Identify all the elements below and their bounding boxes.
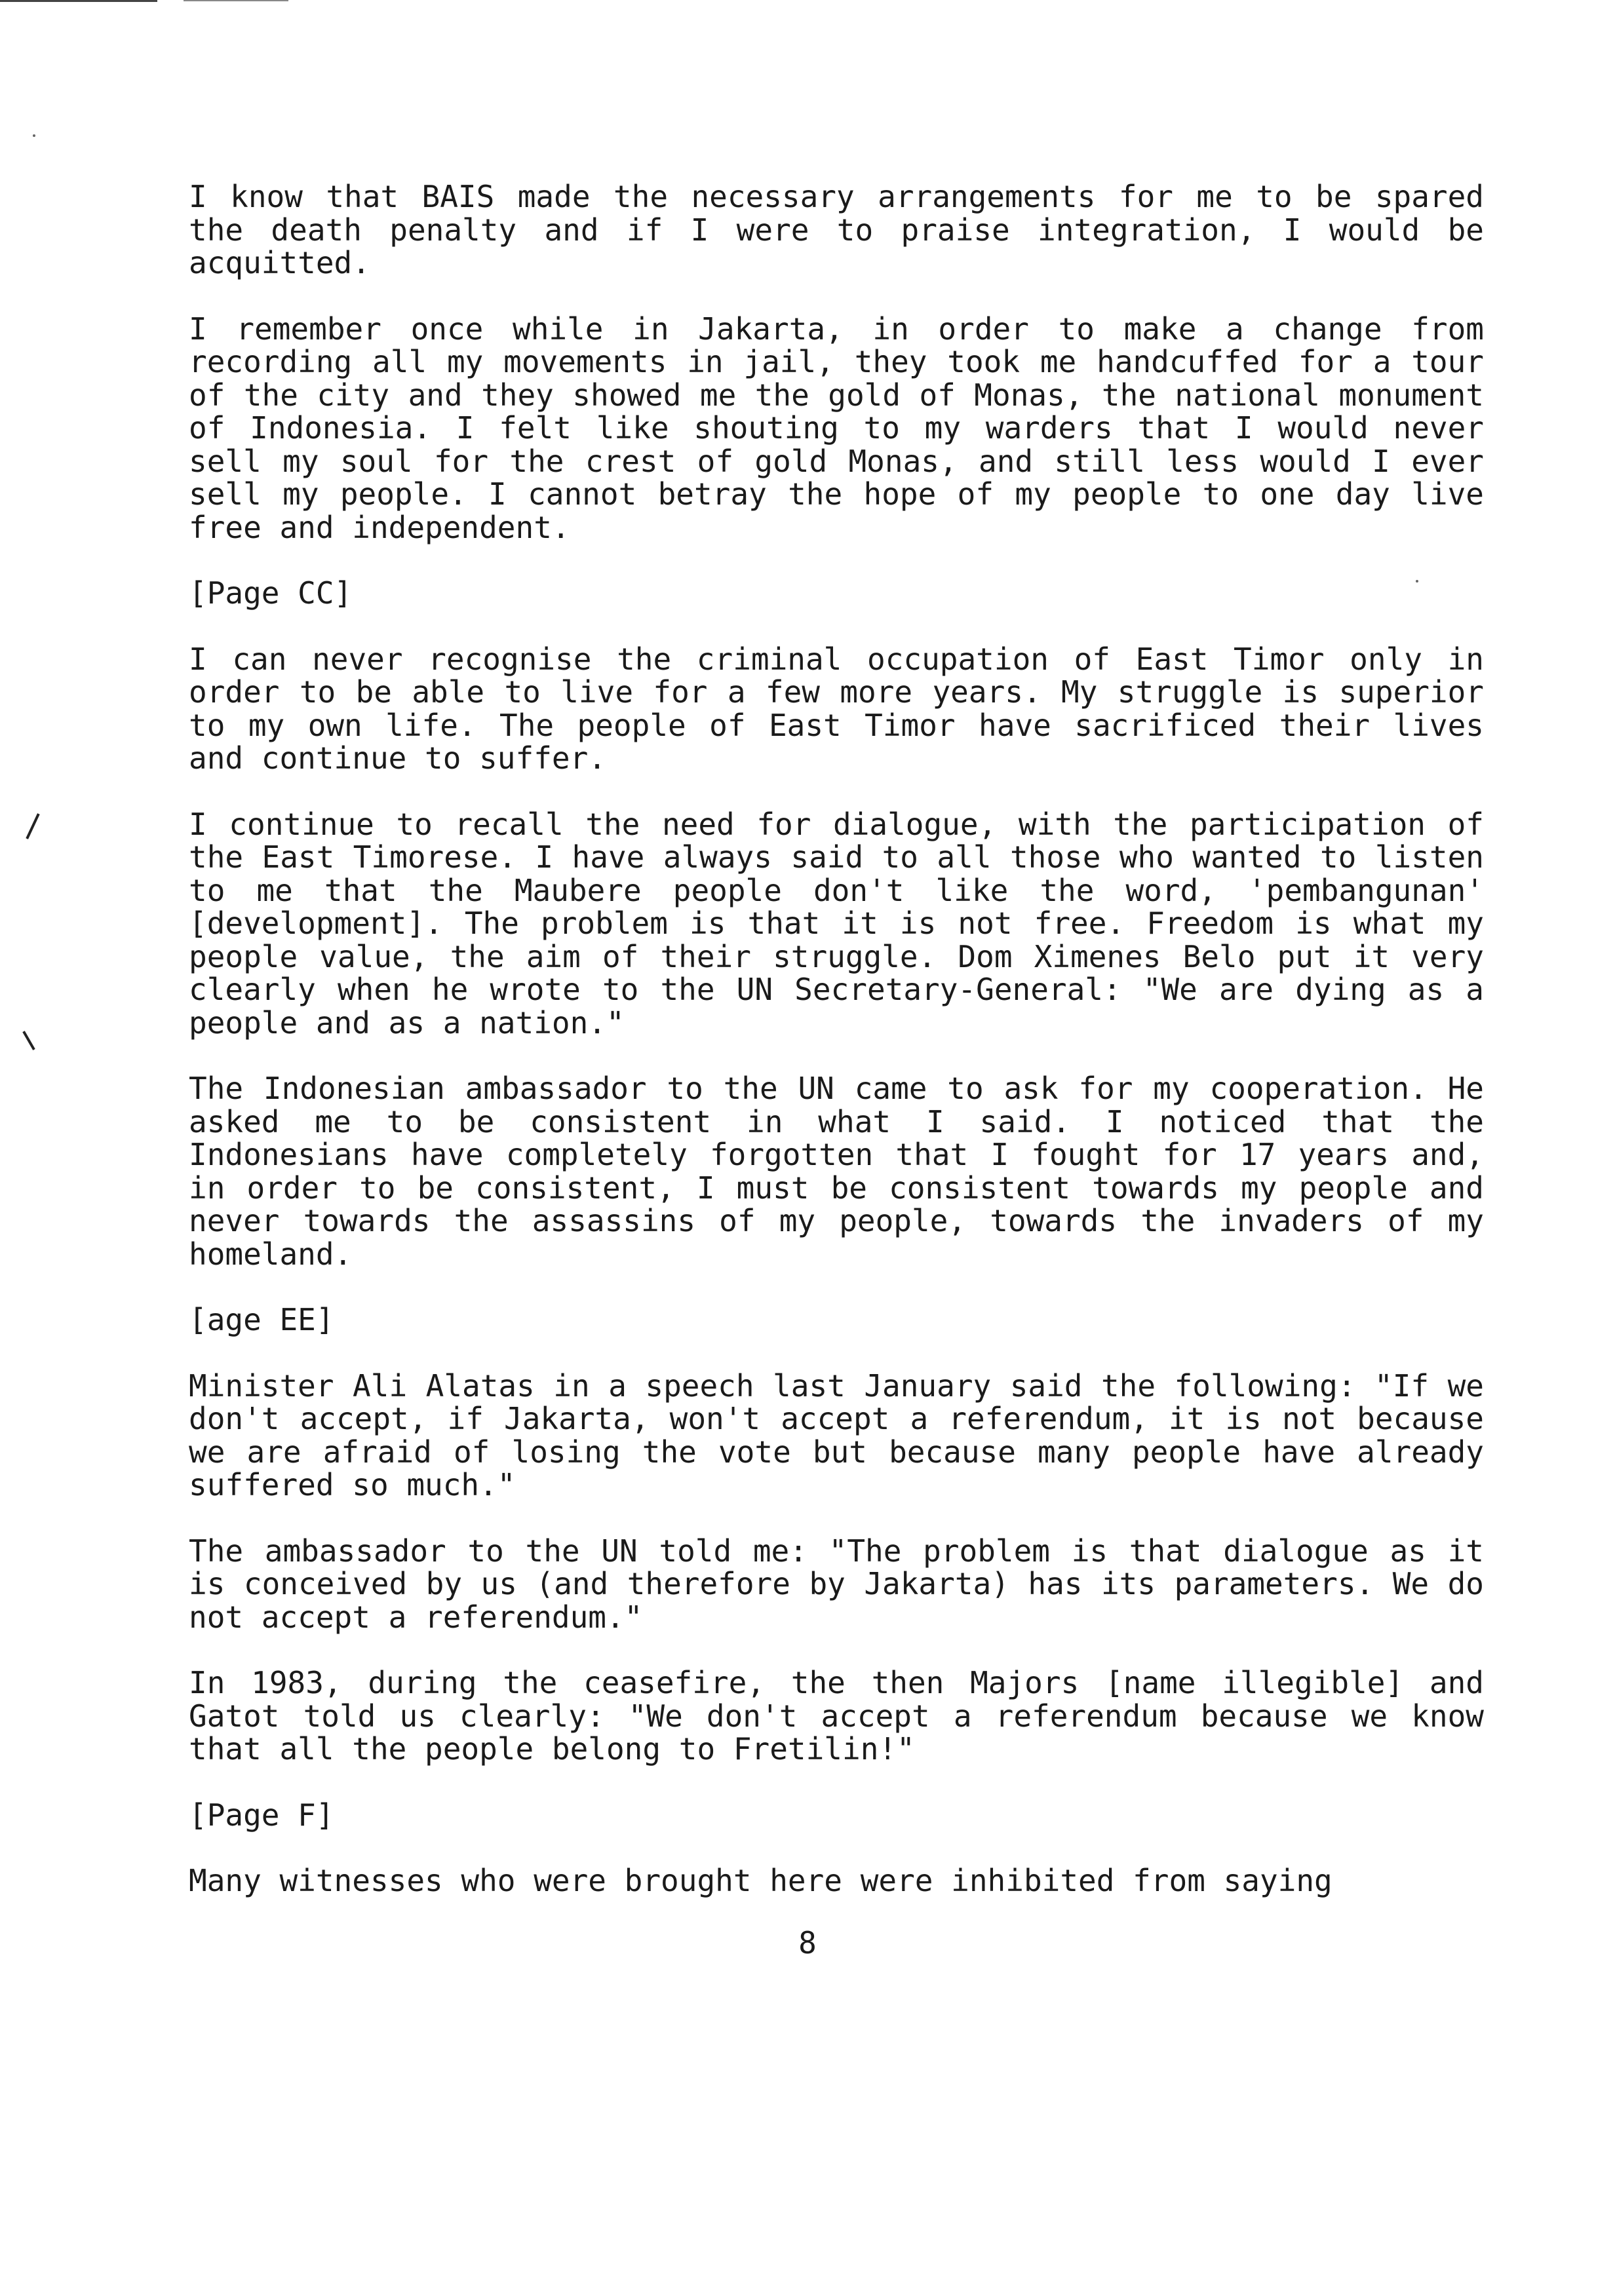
- page-marker: [Page F]: [189, 1797, 334, 1833]
- scan-edge-mark: [0, 0, 157, 2]
- paragraph: The Indonesian ambassador to the UN came to ask for my cooperation. He asked me to be consistent in what I said. I noticed that the Indonesians have completely forgotten that I fought for 17 years and, in order to be consistent, I must be consistent towards my people and never towards the assassins of my people, towards the invaders of my homeland.: [189, 1071, 1484, 1272]
- page-marker: [age EE]: [189, 1302, 334, 1337]
- document-body: [189, 180, 1484, 1930]
- scan-edge-mark: [184, 0, 288, 1]
- paragraph: In 1983, during the ceasefire, the then Majors [name illegible] and Gatot told us clearly: "We don't accept a referendum because we know that all the people belong to Fretilin!": [189, 1665, 1484, 1767]
- paragraph: Minister Ali Alatas in a speech last January said the following: "If we don't accept, if Jakarta, won't accept a referendum, it is not because we are afraid of losing the vote but because many people have already suffered so much.": [189, 1368, 1484, 1502]
- paragraph: I continue to recall the need for dialogue, with the participation of the East Timorese. I have always said to all those who wanted to listen to me that the Maubere people don't like the word, 'pembangunan' [development]. The problem is that it is not free. Freedom is what my people value, the aim of their struggle. Dom Ximenes Belo put it very clearly when he wrote to the UN Secretary-General: "We are dying as a people and as a nation.": [189, 806, 1484, 1041]
- paragraph: I can never recognise the criminal occupation of East Timor only in order to be able to live for a few more years. My struggle is superior to my own life. The people of East Timor have sacrificed their lives and continue to suffer.: [189, 641, 1484, 776]
- paragraph: The ambassador to the UN told me: "The problem is that dialogue as it is conceived by us (and therefore by Jakarta) has its parameters. We do not accept a referendum.": [189, 1533, 1484, 1635]
- paragraph: I remember once while in Jakarta, in order to make a change from recording all my movements in jail, they took me handcuffed for a tour of the city and they showed me the gold of Monas, the national monument of Indonesia. I felt like shouting to my warders that I would never sell my soul for the crest of gold Monas, and still less would I ever sell my people. I cannot betray the hope of my people to one day live free and independent.: [189, 311, 1484, 545]
- scan-speck: [33, 134, 35, 137]
- paragraph: I know that BAIS made the necessary arrangements for me to be spared the death penalty and if I were to praise integration, I would be acquitted.: [189, 179, 1484, 280]
- margin-pen-mark: [22, 1031, 35, 1050]
- page-number: 8: [798, 1925, 817, 1961]
- page-marker: [Page CC]: [189, 575, 353, 611]
- paragraph: Many witnesses who were brought here were inhibited from saying: [189, 1863, 1333, 1898]
- margin-pen-mark: [26, 813, 39, 839]
